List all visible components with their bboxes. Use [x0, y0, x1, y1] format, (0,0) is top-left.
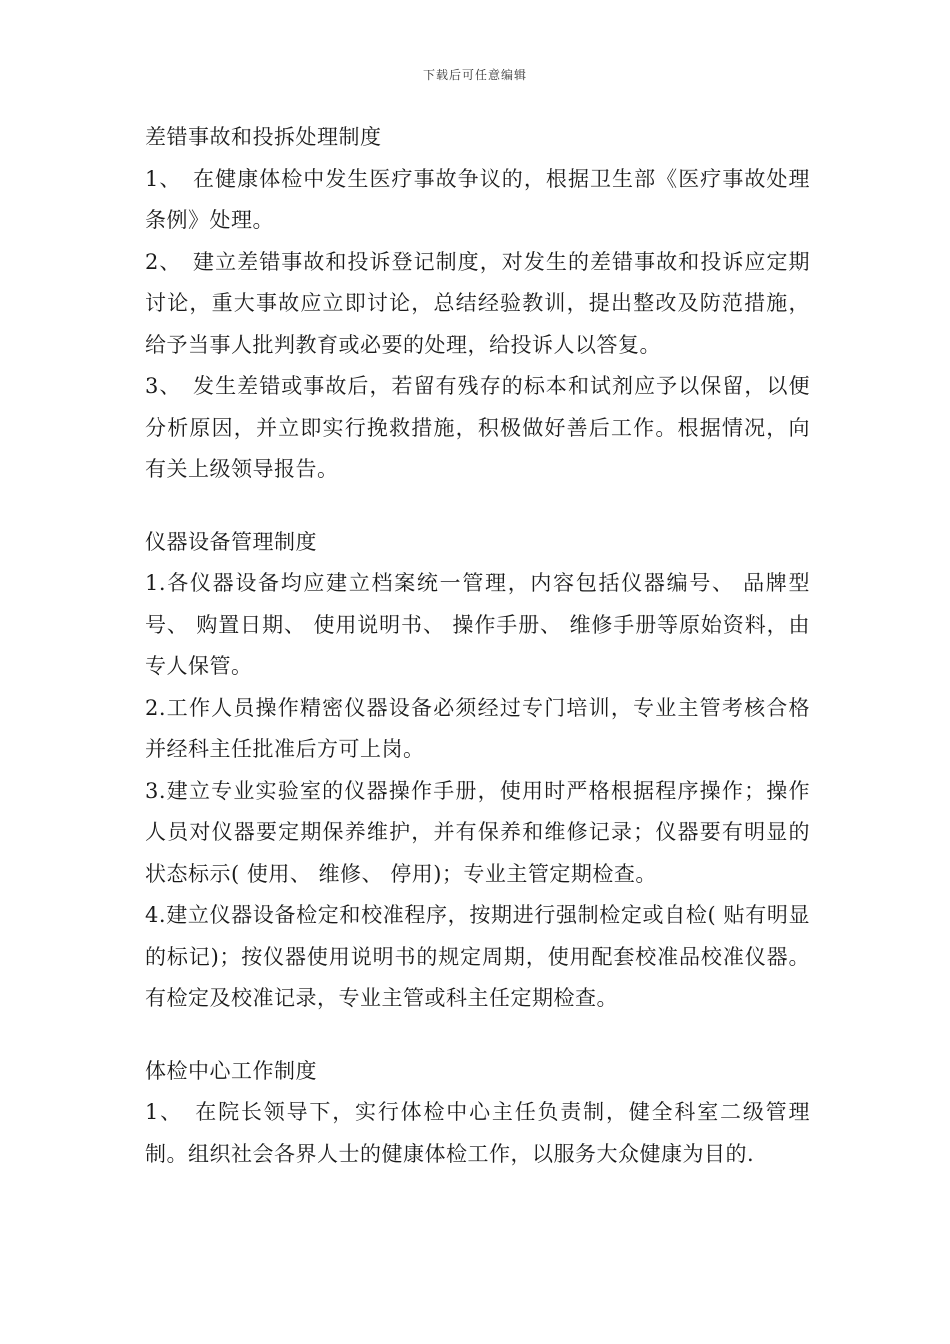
paragraph: 3、 发生差错或事故后，若留有残存的标本和试剂应予以保留，以便分析原因，并立即实行挽救措施，积极做好善后工作。根据情况，向有关上级领导报告。 — [145, 374, 810, 481]
paragraph: 1、 在院长领导下，实行体检中心主任负责制，健全科室二级管理制。组织社会各界人士的健康体检工作，以服务大众健康为目的. — [145, 1100, 810, 1166]
section-error-accident-complaint — [145, 117, 810, 491]
paragraph: 3.建立专业实验室的仪器操作手册，使用时严格根据程序操作；操作人员对仪器要定期保养维护，并有保养和维修记录；仪器要有明显的状态标示( 使用、 维修、 停用)；专业主管定期检查。 — [145, 778, 810, 886]
paragraph: 1.各仪器设备均应建立档案统一管理，内容包括仪器编号、 品牌型号、 购置日期、 使用说明书、 操作手册、 维修手册等原始资料，由专人保管。 — [145, 571, 810, 678]
section-health-center-work — [145, 1051, 810, 1176]
section-instrument-management — [145, 522, 810, 1020]
section-title: 差错事故和投拆处理制度 — [145, 125, 382, 149]
paragraph: 1、 在健康体检中发生医疗事故争议的，根据卫生部《医疗事故处理条例》处理。 — [145, 166, 810, 232]
section-title: 体检中心工作制度 — [145, 1058, 317, 1083]
section-title: 仪器设备管理制度 — [145, 529, 317, 554]
page-header: 下载后可任意编辑 — [422, 68, 527, 82]
paragraph: 4.建立仪器设备检定和校准程序，按期进行强制检定或自检( 贴有明显的标记)；按仪器使用说明书的规定周期，使用配套校准品校准仪器。有检定及校准记录，专业主管或科主任定期检查。 — [145, 903, 810, 1010]
document-body — [145, 117, 810, 1175]
paragraph: 2、 建立差错事故和投诉登记制度，对发生的差错事故和投诉应定期讨论，重大事故应立即讨论，总结经验教训，提出整改及防范措施，给予当事人批判教育或必要的处理，给投诉人以答复。 — [145, 249, 810, 357]
paragraph: 2.工作人员操作精密仪器设备必须经过专门培训，专业主管考核合格并经科主任批准后方可上岗。 — [145, 695, 810, 761]
